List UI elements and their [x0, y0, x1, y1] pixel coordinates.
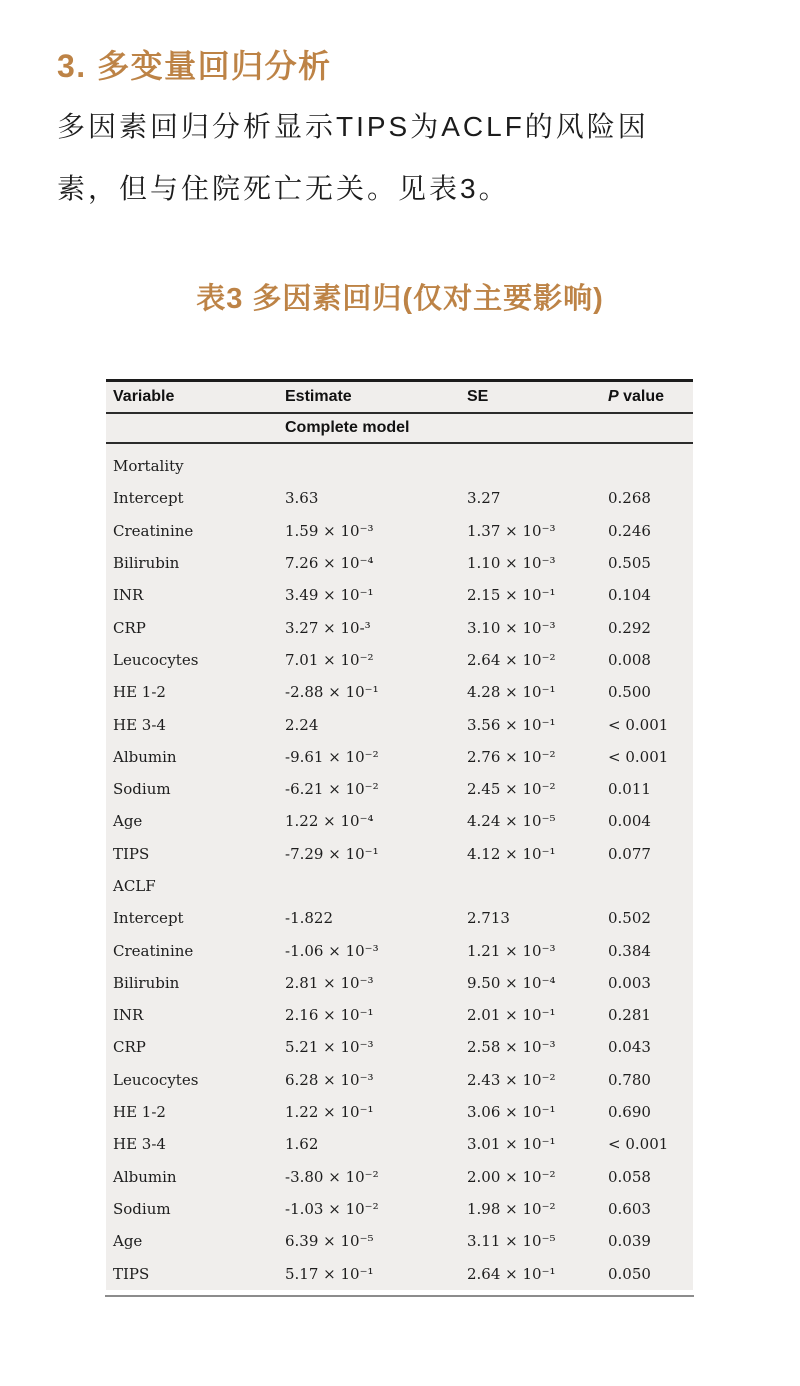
col-header-se: SE — [467, 388, 489, 405]
cell-variable: INR — [113, 1006, 144, 1025]
cell-estimate: 1.22 × 10⁻⁴ — [285, 812, 374, 831]
cell-se: 3.11 × 10⁻⁵ — [467, 1232, 556, 1251]
cell-pvalue: 0.502 — [608, 909, 651, 928]
cell-se: 2.64 × 10⁻² — [467, 650, 556, 669]
table-row — [106, 1096, 693, 1128]
table-row — [106, 773, 693, 805]
table-row — [106, 482, 693, 514]
table-caption: 表3 多因素回归(仅对主要影响) — [196, 283, 604, 315]
section-label: Mortality — [113, 457, 184, 476]
table-row — [106, 999, 693, 1031]
article — [0, 46, 800, 1297]
table-row — [106, 515, 693, 547]
cell-estimate: -7.29 × 10⁻¹ — [285, 844, 379, 863]
cell-se: 1.10 × 10⁻³ — [467, 554, 556, 573]
table-row — [106, 838, 693, 870]
cell-variable: Age — [113, 812, 143, 831]
cell-pvalue: < 0.001 — [608, 1135, 669, 1154]
table-row — [106, 1161, 693, 1193]
cell-variable: Creatinine — [113, 941, 194, 960]
cell-pvalue: 0.292 — [608, 618, 651, 637]
cell-estimate: 1.62 — [285, 1135, 319, 1154]
cell-estimate: 5.21 × 10⁻³ — [285, 1038, 374, 1057]
table-row — [106, 1128, 693, 1160]
cell-estimate: -2.88 × 10⁻¹ — [285, 683, 379, 702]
cell-estimate: 2.24 — [285, 715, 319, 734]
cell-variable: Intercept — [113, 489, 184, 508]
cell-variable: Albumin — [113, 747, 177, 766]
cell-se: 2.64 × 10⁻¹ — [467, 1264, 556, 1283]
cell-variable: Leucocytes — [113, 650, 199, 669]
cell-variable: Sodium — [113, 780, 171, 799]
cell-estimate: -1.03 × 10⁻² — [285, 1199, 379, 1218]
table-row — [106, 805, 693, 837]
section-heading: 3. 多变量回归分析 — [57, 48, 332, 84]
subheader-label: Complete model — [285, 419, 410, 436]
cell-variable: CRP — [113, 1038, 146, 1057]
cell-pvalue: 0.011 — [608, 780, 651, 799]
table-row — [106, 967, 693, 999]
cell-variable: CRP — [113, 618, 146, 637]
col-header-estimate: Estimate — [285, 388, 352, 405]
table-section-row — [106, 450, 693, 482]
cell-se: 3.27 — [467, 489, 501, 508]
cell-pvalue: 0.384 — [608, 941, 651, 960]
cell-pvalue: 0.050 — [608, 1264, 651, 1283]
cell-se: 9.50 × 10⁻⁴ — [467, 973, 556, 992]
cell-se: 2.45 × 10⁻² — [467, 780, 556, 799]
cell-variable: HE 1-2 — [113, 1103, 166, 1122]
table-row — [106, 1031, 693, 1063]
cell-se: 1.21 × 10⁻³ — [467, 941, 556, 960]
cell-pvalue: 0.281 — [608, 1006, 651, 1025]
cell-se: 4.12 × 10⁻¹ — [467, 844, 556, 863]
cell-estimate: -6.21 × 10⁻² — [285, 780, 379, 799]
cell-se: 1.98 × 10⁻² — [467, 1199, 556, 1218]
cell-se: 4.24 × 10⁻⁵ — [467, 812, 556, 831]
cell-estimate: -1.822 — [285, 909, 334, 928]
table-header-row — [106, 382, 693, 414]
cell-pvalue: 0.003 — [608, 973, 651, 992]
cell-pvalue: 0.039 — [608, 1232, 651, 1251]
cell-variable: Age — [113, 1232, 143, 1251]
paragraph-line-1: 多因素回归分析显示TIPS为ACLF的风险因 — [57, 111, 649, 142]
table-body — [106, 444, 693, 1290]
cell-estimate: 7.26 × 10⁻⁴ — [285, 554, 374, 573]
regression-table — [106, 379, 693, 1290]
table-row — [106, 644, 693, 676]
table-row — [106, 547, 693, 579]
table-row — [106, 1225, 693, 1257]
cell-variable: Bilirubin — [113, 973, 180, 992]
cell-se: 2.01 × 10⁻¹ — [467, 1006, 556, 1025]
cell-se: 2.15 × 10⁻¹ — [467, 586, 556, 605]
cell-se: 3.10 × 10⁻³ — [467, 618, 556, 637]
table-row — [106, 611, 693, 643]
table-row — [106, 1064, 693, 1096]
table-row — [106, 902, 693, 934]
cell-variable: INR — [113, 586, 144, 605]
cell-pvalue: 0.603 — [608, 1199, 651, 1218]
cell-variable: Creatinine — [113, 521, 194, 540]
table-row — [106, 741, 693, 773]
cell-estimate: 6.39 × 10⁻⁵ — [285, 1232, 374, 1251]
table-row — [106, 708, 693, 740]
cell-estimate: 2.16 × 10⁻¹ — [285, 1006, 374, 1025]
cell-estimate: 5.17 × 10⁻¹ — [285, 1264, 374, 1283]
cell-se: 2.713 — [467, 909, 510, 928]
cell-estimate: -1.06 × 10⁻³ — [285, 941, 379, 960]
col-header-variable: Variable — [113, 388, 175, 405]
cell-se: 3.06 × 10⁻¹ — [467, 1103, 556, 1122]
cell-estimate: 2.81 × 10⁻³ — [285, 973, 374, 992]
cell-variable: HE 1-2 — [113, 683, 166, 702]
cell-variable: Bilirubin — [113, 554, 180, 573]
table-row — [106, 934, 693, 966]
cell-pvalue: 0.058 — [608, 1167, 651, 1186]
cell-se: 4.28 × 10⁻¹ — [467, 683, 556, 702]
cell-variable: TIPS — [113, 1264, 150, 1283]
cell-se: 2.00 × 10⁻² — [467, 1167, 556, 1186]
table-row — [106, 676, 693, 708]
section-label: ACLF — [113, 877, 156, 895]
cell-se: 2.76 × 10⁻² — [467, 747, 556, 766]
cell-variable: TIPS — [113, 844, 150, 863]
cell-estimate: -3.80 × 10⁻² — [285, 1167, 379, 1186]
cell-estimate: -9.61 × 10⁻² — [285, 747, 379, 766]
cell-se: 2.58 × 10⁻³ — [467, 1038, 556, 1057]
cell-variable: Intercept — [113, 909, 184, 928]
table-row — [106, 1193, 693, 1225]
cell-estimate: 1.59 × 10⁻³ — [285, 521, 374, 540]
table-section-row — [106, 870, 693, 902]
cell-estimate: 3.49 × 10⁻¹ — [285, 586, 374, 605]
p-value-rest: value — [618, 388, 665, 405]
table-row — [106, 579, 693, 611]
cell-estimate: 1.22 × 10⁻¹ — [285, 1103, 374, 1122]
cell-pvalue: 0.780 — [608, 1070, 651, 1089]
paragraph-line-2: 素，但与住院死亡无关。见表3。 — [57, 173, 510, 204]
cell-se: 3.56 × 10⁻¹ — [467, 715, 556, 734]
cell-estimate: 3.27 × 10-³ — [285, 618, 371, 637]
cell-pvalue: 0.004 — [608, 812, 651, 831]
cell-pvalue: 0.505 — [608, 554, 651, 573]
cell-estimate: 7.01 × 10⁻² — [285, 650, 374, 669]
table-subheader-row — [106, 414, 693, 444]
table-bottom-rule — [105, 1295, 694, 1297]
cell-se: 3.01 × 10⁻¹ — [467, 1135, 556, 1154]
cell-pvalue: < 0.001 — [608, 747, 669, 766]
cell-pvalue: < 0.001 — [608, 715, 669, 734]
cell-pvalue: 0.043 — [608, 1038, 651, 1057]
cell-se: 2.43 × 10⁻² — [467, 1070, 556, 1089]
col-header-pvalue — [608, 388, 693, 406]
cell-pvalue: 0.268 — [608, 489, 651, 508]
cell-pvalue: 0.690 — [608, 1103, 651, 1122]
cell-variable: HE 3-4 — [113, 715, 166, 734]
cell-se: 1.37 × 10⁻³ — [467, 521, 556, 540]
cell-variable: HE 3-4 — [113, 1135, 166, 1154]
cell-pvalue: 0.008 — [608, 650, 651, 669]
cell-pvalue: 0.104 — [608, 586, 651, 605]
cell-estimate: 6.28 × 10⁻³ — [285, 1070, 374, 1089]
table-row — [106, 1257, 693, 1289]
cell-variable: Sodium — [113, 1199, 171, 1218]
cell-variable: Albumin — [113, 1167, 177, 1186]
cell-estimate: 3.63 — [285, 489, 319, 508]
paragraph — [57, 96, 757, 220]
cell-pvalue: 0.500 — [608, 683, 651, 702]
cell-variable: Leucocytes — [113, 1070, 199, 1089]
cell-pvalue: 0.077 — [608, 844, 651, 863]
cell-pvalue: 0.246 — [608, 521, 651, 540]
p-italic-letter: P — [608, 388, 619, 405]
